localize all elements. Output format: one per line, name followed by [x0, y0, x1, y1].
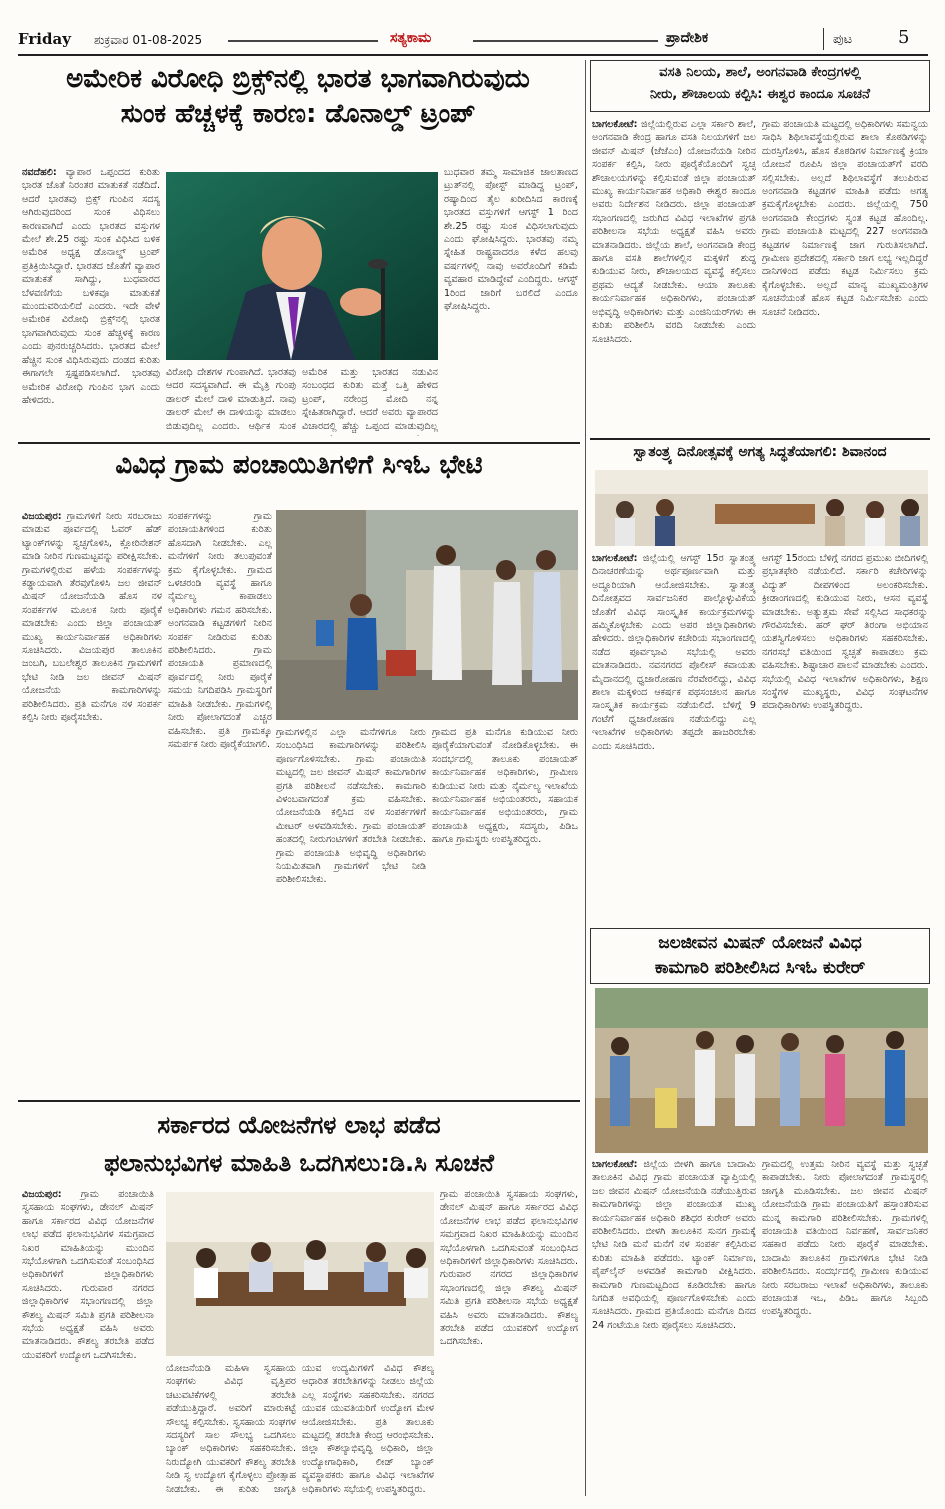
jjm-headline-line2: ಕಾಮಗಾರಿ ಪರಿಶೀಲಿಸಿದ ಸಿಇಓ ಕುರೇರ್ — [654, 958, 866, 978]
independence-top-rule — [590, 438, 930, 440]
weekday-english: Friday — [18, 30, 71, 48]
trump-photo — [166, 172, 438, 360]
dc-dateline: ವಿಜಯಪುರ: — [22, 1189, 62, 1200]
independence-article-col2 — [762, 552, 928, 914]
section-name: ಪ್ರಾದೇಶಿಕ — [666, 30, 709, 46]
dc-headline — [18, 1106, 580, 1182]
ceo-visit-photo-illustration — [276, 510, 578, 720]
independence-col1-text: ಜಿಲ್ಲೆಯಲ್ಲಿ ಆಗಸ್ಟ್ 15ರ ಸ್ವಾತಂತ್ರ್ಯ ದಿನಾಚರಣೆಯನ್ನು ಅರ್ಥಪೂರ್ಣವಾಗಿ ಮತ್ತು ಅದ್ದೂರಿಯಾಗಿ ಆಯೋಜಿಸಬೇಕು. ಸ್ವಾತಂತ್ರ್ಯ ದಿನೋತ್ಸವದ ಸಾರ್ವಜನಿಕರ ಪಾಲ್ಗೊಳ್ಳುವಿಕೆಯ ಜೊತೆಗೆ ವಿವಿಧ ಸಾಂಸ್ಕೃತಿಕ ಕಾರ್ಯಕ್ರಮಗಳನ್ನು ಹಮ್ಮಿಕೊಳ್ಳಬೇಕು ಎಂದು ಅಪರ ಜಿಲ್ಲಾಧಿಕಾರಿಗಳು ಹೇಳಿದರು. ಜಿಲ್ಲಾಧಿಕಾರಿಗಳ ಕಚೇರಿಯ ಸಭಾಂಗಣದಲ್ಲಿ ನಡೆದ ಪೂರ್ವಭಾವಿ ಸಭೆಯಲ್ಲಿ ಅವರು ಮಾತನಾಡಿದರು. ನವನಗರದ ಪೊಲೀಸ್ ಕವಾಯತು ಮೈದಾನದಲ್ಲಿ ಧ್ವಜಾರೋಹಣ ನೆರವೇರಲಿದ್ದು, ವಿವಿಧ ಶಾಲಾ ಮಕ್ಕಳಿಂದ ಆಕರ್ಷಕ ಪಥಸಂಚಲನ ಹಾಗೂ ಸಾಂಸ್ಕೃತಿಕ ಕಾರ್ಯಕ್ರಮ ನಡೆಯಲಿದೆ. ಬೆಳಿಗ್ಗೆ 9 ಗಂಟೆಗೆ ಧ್ವಜಾರೋಹಣ ನಡೆಯಲಿದ್ದು ಎಲ್ಲ ಇಲಾಖೆಗಳ ಅಧಿಕಾರಿಗಳು ತಪ್ಪದೇ ಹಾಜರಿರಬೇಕು ಎಂದು ಸೂಚಿಸಿದರು. — [592, 553, 756, 752]
dc-headline-line1: ಸರ್ಕಾರದ ಯೋಜನೆಗಳ ಲಾಭ ಪಡೆದ — [157, 1111, 441, 1139]
jjm-photo-illustration — [595, 988, 928, 1153]
water-article-col2 — [762, 118, 928, 434]
water-headline-line2: ನೀರು, ಶೌಚಾಲಯ ಕಲ್ಪಿಸಿ: ಈಶ್ವರ ಕಾಂದೂ ಸೂಚನೆ — [649, 87, 870, 102]
dc-headline-line2: ಫಲಾನುಭವಿಗಳ ಮಾಹಿತಿ ಒದಗಿಸಲು:ಡಿ.ಸಿ ಸೂಚನೆ — [104, 1149, 494, 1177]
dc-col3-text: ಯುವ ಉದ್ಯಮಿಗಳಿಗೆ ವಿವಿಧ ಕೌಶಲ್ಯ ಆಧಾರಿತ ತರಬೇತಿಗಳನ್ನು ನೀಡಲು ಜಿಲ್ಲೆಯ ಎಲ್ಲ ಸಂಸ್ಥೆಗಳು ಸಹಕರಿಸಬೇಕು. ನಗರದ ಯುವಕ ಯುವತಿಯರಿಗೆ ಉದ್ಯೋಗ ಮೇಳ ಆಯೋಜಿಸಬೇಕು. ಪ್ರತಿ ತಾಲೂಕು ಮಟ್ಟದಲ್ಲಿ ತರಬೇತಿ ಕೇಂದ್ರ ಆರಂಭಿಸಬೇಕು. ಜಿಲ್ಲಾ ಕೌಶಲ್ಯಾಭಿವೃದ್ಧಿ ಅಧಿಕಾರಿ, ಜಿಲ್ಲಾ ಉದ್ಯೋಗಾಧಿಕಾರಿ, ಲೀಡ್ ಬ್ಯಾಂಕ್ ವ್ಯವಸ್ಥಾಪಕರು ಹಾಗೂ ವಿವಿಧ ಇಲಾಖೆಗಳ ಅಧಿಕಾರಿಗಳು ಸಭೆಯಲ್ಲಿ ಉಪಸ್ಥಿತರಿದ್ದರು. — [302, 1363, 434, 1495]
masthead-rule-right — [473, 40, 658, 42]
dc-col2-text: ಯೋಜನೆಯಡಿ ಮಹಿಳಾ ಸ್ವಸಹಾಯ ಸಂಘಗಳು ವಿವಿಧ ವೃತ್ತಿಪರ ಚಟುವಟಿಕೆಗಳಲ್ಲಿ ತರಬೇತಿ ಪಡೆಯುತ್ತಿದ್ದಾರೆ. ಅವರಿಗೆ ಮಾರುಕಟ್ಟೆ ಸೌಲಭ್ಯ ಕಲ್ಪಿಸಬೇಕು. ಸ್ವಸಹಾಯ ಸಂಘಗಳ ಸದಸ್ಯರಿಗೆ ಸಾಲ ಸೌಲಭ್ಯ ಒದಗಿಸಲು ಬ್ಯಾಂಕ್ ಅಧಿಕಾರಿಗಳು ಸಹಕರಿಸಬೇಕು. ನಿರುದ್ಯೋಗಿ ಯುವಕರಿಗೆ ಕೌಶಲ್ಯ ತರಬೇತಿ ನೀಡಿ ಸ್ವ ಉದ್ಯೋಗ ಕೈಗೊಳ್ಳಲು ಪ್ರೋತ್ಸಾಹ ನೀಡಬೇಕು. ಈ ಕುರಿತು ಜಾಗೃತಿ — [166, 1363, 296, 1495]
dc-col1-text: ಗ್ರಾಮ ಪಂಚಾಯಿತಿ ಸ್ವಸಹಾಯ ಸಂಘಗಳು, ಡೇನಲ್ ಮಿಷನ್ ಹಾಗೂ ಸರ್ಕಾರದ ವಿವಿಧ ಯೋಜನೆಗಳ ಲಾಭ ಪಡೆದ ಫಲಾನುಭವಿಗಳ ಸಮಗ್ರವಾದ ನಿಖರ ಮಾಹಿತಿಯನ್ನು ಮುಂದಿನ ಸಭೆಯೊಳಗಾಗಿ ಒದಗಿಸುವಂತೆ ಸಂಬಂಧಿಸಿದ ಅಧಿಕಾರಿಗಳಿಗೆ ಜಿಲ್ಲಾಧಿಕಾರಿಗಳು ಸೂಚಿಸಿದರು. ಗುರುವಾರ ನಗರದ ಜಿಲ್ಲಾಧಿಕಾರಿಗಳ ಸಭಾಂಗಣದಲ್ಲಿ ಜಿಲ್ಲಾ ಕೌಶಲ್ಯ ಮಿಷನ್ ಸಮಿತಿ ಪ್ರಗತಿ ಪರಿಶೀಲನಾ ಸಭೆಯ ಅಧ್ಯಕ್ಷತೆ ವಹಿಸಿ ಅವರು ಮಾತನಾಡಿದರು. ಕೌಶಲ್ಯ ತರಬೇತಿ ಪಡೆದ ಯುವಕರಿಗೆ ಉದ್ಯೋಗ ಒದಗಿಸಬೇಕು. — [22, 1189, 154, 1361]
page-label: ಪುಟ — [833, 32, 853, 47]
trump-headline — [18, 62, 578, 132]
independence-headline: ಸ್ವಾತಂತ್ರ್ಯ ದಿನೋತ್ಸವಕ್ಕೆ ಅಗತ್ಯ ಸಿದ್ಧತೆಯಾಗಲಿ: ಶಿವಾನಂದ — [633, 444, 887, 460]
dc-article-top-rule — [18, 1100, 580, 1102]
trump-article-col2 — [166, 366, 296, 436]
independence-col2-text: ಆಗಸ್ಟ್ 15ರಂದು ಬೆಳಿಗ್ಗೆ ನಗರದ ಪ್ರಮುಖ ಬೀದಿಗಳಲ್ಲಿ ಪ್ರಭಾತಫೇರಿ ನಡೆಯಲಿದೆ. ಸರ್ಕಾರಿ ಕಚೇರಿಗಳನ್ನು ವಿದ್ಯುತ್ ದೀಪಗಳಿಂದ ಅಲಂಕರಿಸಬೇಕು. ಕ್ರೀಡಾಂಗಣದಲ್ಲಿ ಕುಡಿಯುವ ನೀರು, ಆಸನ ವ್ಯವಸ್ಥೆ ಮಾಡಬೇಕು. ಅತ್ಯುತ್ತಮ ಸೇವೆ ಸಲ್ಲಿಸಿದ ಸಾಧಕರನ್ನು ಗೌರವಿಸಬೇಕು. ಹರ್ ಘರ್ ತಿರಂಗಾ ಅಭಿಯಾನ ಯಶಸ್ವಿಗೊಳಿಸಲು ಅಧಿಕಾರಿಗಳು ಸಹಕರಿಸಬೇಕು. ನಗರಸಭೆ ವತಿಯಿಂದ ಸ್ವಚ್ಛತೆ ಕಾಪಾಡಲು ಕ್ರಮ ವಹಿಸಬೇಕು. ಶಿಷ್ಟಾಚಾರ ಪಾಲನೆ ಮಾಡಬೇಕು ಎಂದರು. ಸಭೆಯಲ್ಲಿ ವಿವಿಧ ಇಲಾಖೆಗಳ ಅಧಿಕಾರಿಗಳು, ಶಿಕ್ಷಣ ಸಂಸ್ಥೆಗಳ ಮುಖ್ಯಸ್ಥರು, ವಿವಿಧ ಸಂಘಟನೆಗಳ ಪದಾಧಿಕಾರಿಗಳು ಉಪಸ್ಥಿತರಿದ್ದರು. — [762, 553, 928, 712]
trump-col4-text: ಬುಧವಾರ ತಮ್ಮ ಸಾಮಾಜಿಕ ಜಾಲತಾಣದ ಟ್ರುತ್‌ನಲ್ಲಿ ಪೋಸ್ಟ್ ಮಾಡಿದ್ದ ಟ್ರಂಪ್, ರಷ್ಯಾದಿಂದ ತೈಲ ಖರೀದಿಸಿದ ಕಾರಣಕ್ಕೆ ಭಾರತದ ವಸ್ತುಗಳಿಗೆ ಆಗಸ್ಟ್ 1 ರಿಂದ ಶೇ.25 ರಷ್ಟು ಸುಂಕ ವಿಧಿಸಲಾಗುವುದು ಎಂದು ಘೋಷಿಸಿದ್ದರು. ಭಾರತವು ನಮ್ಮ ಸ್ನೇಹಿತ ರಾಷ್ಟ್ರವಾದರೂ ಕಳೆದ ಹಲವು ವರ್ಷಗಳಲ್ಲಿ ನಾವು ಅವರೊಂದಿಗೆ ಕಡಿಮೆ ವ್ಯವಹಾರ ಮಾಡಿದ್ದೇವೆ ಎಂದಿದ್ದರು. ಆಗಸ್ಟ್ 1ರಿಂದ ಜಾರಿಗೆ ಬರಲಿದೆ ಎಂದೂ ಘೋಷಿಸಿದ್ದರು. — [444, 167, 578, 313]
independence-dateline: ಬಾಗಲಕೋಟೆ: — [592, 553, 638, 564]
water-col2-text: ಗ್ರಾಮ ಪಂಚಾಯತಿ ಮಟ್ಟದಲ್ಲಿ ಅಧಿಕಾರಿಗಳು ಸಮನ್ವಯ ಸಾಧಿಸಿ ಶಿಥಿಲಾವಸ್ಥೆಯಲ್ಲಿರುವ ಶಾಲಾ ಕೊಠಡಿಗಳನ್ನು ದುರಸ್ತಿಗೊಳಿಸಿ, ಹೊಸ ಕೊಠಡಿಗಳ ನಿರ್ಮಾಣಕ್ಕೆ ಕ್ರಿಯಾ ಯೋಜನೆ ರೂಪಿಸಿ ಜಿಲ್ಲಾ ಪಂಚಾಯತ್‌ಗೆ ವರದಿ ಸಲ್ಲಿಸಬೇಕು. ಅಲ್ಲದೆ ಶಿಥಿಲಾವಸ್ಥೆಗೆ ತಲುಪಿರುವ ಅಂಗನವಾಡಿ ಕಟ್ಟಡಗಳ ಮಾಹಿತಿ ಪಡೆದು ಅಗತ್ಯ ಕ್ರಮಕೈಗೊಳ್ಳಬೇಕು ಎಂದರು. ಜಿಲ್ಲೆಯಲ್ಲಿ 750 ಅಂಗನವಾಡಿ ಕೇಂದ್ರಗಳು ಸ್ವಂತ ಕಟ್ಟಡ ಹೊಂದಿಲ್ಲ. ಗ್ರಾಮ ಪಂಚಾಯತಿ ಮಟ್ಟದಲ್ಲಿ 227 ಅಂಗನವಾಡಿ ಕಟ್ಟಡಗಳ ನಿರ್ಮಾಣಕ್ಕೆ ಜಾಗ ಗುರುತಿಸಲಾಗಿದೆ. ಗ್ರಾಮೀಣ ಪ್ರದೇಶದಲ್ಲಿ ಸರ್ಕಾರಿ ಜಾಗ ಲಭ್ಯ ಇಲ್ಲದಿದ್ದರೆ ದಾನಿಗಳಿಂದ ಪಡೆದು ಕಟ್ಟಡ ನಿರ್ಮಿಸಲು ಕ್ರಮ ಕೈಗೊಳ್ಳಬೇಕು. ಅಲ್ಲದೆ ಮಾನ್ಯ ಮುಖ್ಯಮಂತ್ರಿಗಳ ಸೂಚನೆಯಂತೆ ಹೊಸ ಕಟ್ಟಡ ನಿರ್ಮಿಸಬೇಕು ಎಂದು ಸೂಚನೆ ನೀಡಿದರು. — [762, 119, 928, 318]
water-article-col1 — [592, 118, 756, 434]
dc-article-col3a — [302, 1362, 434, 1496]
water-col1-text: ಜಿಲ್ಲೆಯಲ್ಲಿರುವ ಎಲ್ಲಾ ಸರ್ಕಾರಿ ಶಾಲೆ, ಅಂಗನವಾಡಿ ಕೇಂದ್ರ ಹಾಗೂ ವಸತಿ ನಿಲಯಗಳಿಗೆ ಜಲ ಜೀವನ್ ಮಿಷನ್ (ಜೆಜೆಎಂ) ಯೋಜನೆಯಡಿ ನೀರಿನ ಸಂಪರ್ಕ ಕಲ್ಪಿಸಿ, ನೀರು ಪೂರೈಕೆಯೊಂದಿಗೆ ಸ್ವಚ್ಛ ಶೌಚಾಲಯಗಳನ್ನು ಕಲ್ಪಿಸುವಂತೆ ಜಿಲ್ಲಾ ಪಂಚಾಯತ್ ಮುಖ್ಯ ಕಾರ್ಯನಿರ್ವಾಹಕ ಅಧಿಕಾರಿ ಈಶ್ವರ ಕಾಂದೂ ಅವರು ನಿರ್ದೇಶನ ನೀಡಿದರು. ಜಿಲ್ಲಾ ಪಂಚಾಯತ್ ಸಭಾಂಗಣದಲ್ಲಿ ಜರುಗಿದ ವಿವಿಧ ಇಲಾಖೆಗಳ ಪ್ರಗತಿ ಪರಿಶೀಲನಾ ಸಭೆಯ ಅಧ್ಯಕ್ಷತೆ ವಹಿಸಿ ಅವರು ಮಾತನಾಡಿದರು. ಜಿಲ್ಲೆಯ ಶಾಲೆ, ಅಂಗನವಾಡಿ ಕೇಂದ್ರ ಹಾಗೂ ವಸತಿ ಶಾಲೆಗಳಲ್ಲಿನ ಮಕ್ಕಳಿಗೆ ಶುದ್ಧ ಕುಡಿಯುವ ನೀರು, ಶೌಚಾಲಯದ ವ್ಯವಸ್ಥೆ ಕಲ್ಪಿಸಲು ಪ್ರಥಮ ಆದ್ಯತೆ ನೀಡಬೇಕು. ಆಯಾ ತಾಲೂಕು ಕಾರ್ಯನಿರ್ವಾಹಕ ಅಧಿಕಾರಿಗಳು, ಪಂಚಾಯತ್ ಅಭಿವೃದ್ಧಿ ಅಧಿಕಾರಿಗಳು ಮತ್ತು ಎಂಜಿನಿಯರ್‌ಗಳು ಈ ಕುರಿತು ಪರಿಶೀಲಿಸಿ ವರದಿ ನೀಡಬೇಕು ಎಂದು ಸೂಚಿಸಿದರು. — [592, 119, 756, 345]
ceo-visit-headline: ವಿವಿಧ ಗ್ರಾಮ ಪಂಚಾಯಿತಿಗಳಿಗೆ ಸಿಇಓ ಭೇಟಿ — [115, 450, 483, 480]
dc-photo-illustration — [166, 1192, 434, 1356]
independence-article-col1 — [592, 552, 756, 914]
jjm-headline — [592, 931, 928, 981]
meeting-photo — [595, 470, 928, 546]
issue-date: ಶುಕ್ರವಾರ 01-08-2025 — [94, 33, 203, 47]
water-dateline: ಬಾಗಲಕೋಟೆ: — [592, 119, 638, 130]
jjm-inspection-photo — [595, 988, 928, 1153]
ceo-visit-top-rule — [18, 442, 580, 444]
trump-col3-text: ಅಮೆರಿಕ ಮತ್ತು ಭಾರತದ ನಡುವಿನ ಸಂಬಂಧದ ಕುರಿತು ಮತ್ತೆ ಒತ್ತಿ ಹೇಳಿದ ಟ್ರಂಪ್, ನರೇಂದ್ರ ಮೋದಿ ನನ್ನ ಸ್ನೇಹಿತರಾಗಿದ್ದಾರೆ. ಆದರೆ ಅವರು ವ್ಯಾಪಾರದ ವಿಚಾರದಲ್ಲಿ ಹೆಚ್ಚು ಒಪ್ಪಂದ ಮಾಡುವುದಿಲ್ಲ — [302, 367, 438, 432]
trump-article-col4 — [444, 166, 578, 436]
meeting-photo-illustration — [595, 470, 928, 546]
trump-article-col1 — [22, 166, 160, 436]
jjm-article-col2 — [762, 1158, 928, 1496]
jjm-article-col1 — [592, 1158, 756, 1496]
ceo-visit-col2-text: ಸಂಪರ್ಕಗಳನ್ನು ಗ್ರಾಮ ಪಂಚಾಯತಿಗಳಿಂದ ಕುರಿತು ಹೊಸದಾಗಿ ನೀಡಬೇಕು. ಎಲ್ಲ ಮನೆಗಳಿಗೆ ನೀರು ತಲುಪುವಂತೆ ಕ್ರಮ ಕೈಗೊಳ್ಳಬೇಕು. ಗ್ರಾಮದ ಒಳಚರಂಡಿ ವ್ಯವಸ್ಥೆ ಹಾಗೂ ನೈರ್ಮಲ್ಯ ಕಾಪಾಡಲು ಅಧಿಕಾರಿಗಳು ಗಮನ ಹರಿಸಬೇಕು. ಅಂಗನವಾಡಿ ಕಟ್ಟಡಗಳಿಗೆ ನೀರಿನ ಸಂಪರ್ಕ ನೀಡಿರುವ ಕುರಿತು ಪರಿಶೀಲಿಸಿದರು. ಗ್ರಾಮ ಪಂಚಾಯತಿ ಪ್ರಮಾಣದಲ್ಲಿ ಪೂರ್ವದಲ್ಲಿ ನೀರು ಪೂರೈಕೆ ಸಮಯ ನಿಗದಿಪಡಿಸಿ ಗ್ರಾಮಸ್ಥರಿಗೆ ಮಾಹಿತಿ ನೀಡಬೇಕು. ಗ್ರಾಮಗಳಲ್ಲಿ ನೀರು ಪೋಲಾಗದಂತೆ ಎಚ್ಚರ ವಹಿಸಬೇಕು. ಪ್ರತಿ ಗ್ರಾಮಕ್ಕೂ ಸಮರ್ಪಕ ನೀರು ಪೂರೈಕೆಯಾಗಲಿ. — [168, 511, 272, 750]
ceo-visit-article-col1 — [22, 510, 162, 1096]
dc-col4-text: ಗ್ರಾಮ ಪಂಚಾಯಿತಿ ಸ್ವಸಹಾಯ ಸಂಘಗಳು, ಡೇನಲ್ ಮಿಷನ್ ಹಾಗೂ ಸರ್ಕಾರದ ವಿವಿಧ ಯೋಜನೆಗಳ ಲಾಭ ಪಡೆದ ಫಲಾನುಭವಿಗಳ ಸಮಗ್ರವಾದ ನಿಖರ ಮಾಹಿತಿಯನ್ನು ಮುಂದಿನ ಸಭೆಯೊಳಗಾಗಿ ಒದಗಿಸುವಂತೆ ಸಂಬಂಧಿಸಿದ ಅಧಿಕಾರಿಗಳಿಗೆ ಜಿಲ್ಲಾಧಿಕಾರಿಗಳು ಸೂಚಿಸಿದರು. ಗುರುವಾರ ನಗರದ ಜಿಲ್ಲಾಧಿಕಾರಿಗಳ ಸಭಾಂಗಣದಲ್ಲಿ ಜಿಲ್ಲಾ ಕೌಶಲ್ಯ ಮಿಷನ್ ಸಮಿತಿ ಪ್ರಗತಿ ಪರಿಶೀಲನಾ ಸಭೆಯ ಅಧ್ಯಕ್ಷತೆ ವಹಿಸಿ ಅವರು ಮಾತನಾಡಿದರು. ಕೌಶಲ್ಯ ತರಬೇತಿ ಪಡೆದ ಯುವಕರಿಗೆ ಉದ್ಯೋಗ ಒದಗಿಸಬೇಕು. — [440, 1189, 578, 1348]
masthead — [18, 6, 928, 56]
masthead-rule-left — [228, 40, 378, 42]
ceo-visit-col4-text: ಗ್ರಾಮದ ಪ್ರತಿ ಮನೆಗೂ ಕುಡಿಯುವ ನೀರು ಪೂರೈಕೆಯಾಗುವಂತೆ ನೋಡಿಕೊಳ್ಳಬೇಕು. ಈ ಸಂದರ್ಭದಲ್ಲಿ ತಾಲೂಕು ಪಂಚಾಯತ್ ಕಾರ್ಯನಿರ್ವಾಹಕ ಅಧಿಕಾರಿಗಳು, ಗ್ರಾಮೀಣ ಕುಡಿಯುವ ನೀರು ಮತ್ತು ನೈರ್ಮಲ್ಯ ಇಲಾಖೆಯ ಕಾರ್ಯನಿರ್ವಾಹಕ ಅಭಿಯಂತರರು, ಸಹಾಯಕ ಕಾರ್ಯನಿರ್ವಾಹಕ ಅಭಿಯಂತರರು, ಗ್ರಾಮ ಪಂಚಾಯತಿ ಅಧ್ಯಕ್ಷರು, ಸದಸ್ಯರು, ಪಿಡಿಒ ಹಾಗೂ ಗ್ರಾಮಸ್ಥರು ಉಪಸ್ಥಿತರಿದ್ದರು. — [432, 727, 578, 846]
masthead-separator — [823, 28, 824, 50]
trump-col2-text: ವಿರೋಧಿ ದೇಶಗಳ ಗುಂಪಾಗಿದೆ. ಭಾರತವು ಆದರ ಸದಸ್ಯವಾಗಿದೆ. ಈ ಮೈತ್ರಿ ಗುಂಪು ಡಾಲರ್ ಮೇಲೆ ದಾಳಿ ಮಾಡುತ್ತಿದೆ. ನಾವು ಡಾಲರ್ ಮೇಲೆ ಈ ದಾಳಿಯನ್ನು ಮಾಡಲು ಬಿಡುವುದಿಲ್ಲ ಎಂದರು. ಆರ್ಥಿಕ ಸುಂಕ — [166, 367, 296, 432]
column-divider-main — [585, 60, 586, 1496]
jjm-headline-line1: ಜಲಜೀವನ ಮಿಷನ್ ಯೋಜನೆ ವಿವಿಧ — [658, 933, 862, 953]
ceo-visit-article-col3 — [276, 726, 426, 1096]
ceo-visit-photo — [276, 510, 578, 720]
trump-article-col3 — [302, 366, 438, 436]
trump-dateline: ನವದೆಹಲಿ: — [22, 167, 57, 178]
jjm-dateline: ಬಾಗಲಕೋಟೆ: — [592, 1159, 638, 1170]
water-headline — [592, 62, 928, 106]
ceo-visit-dateline: ವಿಜಯಪುರ: — [22, 511, 62, 522]
page-number: 5 — [898, 27, 910, 48]
dc-meeting-photo — [166, 1192, 434, 1356]
trump-col1-text: ವ್ಯಾಪಾರ ಒಪ್ಪಂದದ ಕುರಿತು ಭಾರತ ಜೊತೆ ನಿರಂತರ ಮಾತುಕತೆ ನಡೆದಿದೆ. ಆದರೆ ಭಾರತವು ಬ್ರಿಕ್ಸ್ ಗುಂಪಿನ ಸದಸ್ಯ ಆಗಿರುವುದರಿಂದ ಸುಂಕ ವಿಧಿಸಲು ಕಾರಣವಾಗಿದೆ ಎಂದು ಭಾರತದ ವಸ್ತುಗಳ ಮೇಲೆ ಶೇ.25 ರಷ್ಟು ಸುಂಕ ವಿಧಿಸಿದ ಬಳಿಕ ಅಮೆರಿಕ ಅಧ್ಯಕ್ಷ ಡೊನಾಲ್ಡ್ ಟ್ರಂಪ್ ಪ್ರತಿಕ್ರಿಯಿಸಿದ್ದಾರೆ. ಭಾರತದ ಜೊತೆಗೆ ವ್ಯಾಪಾರ ಮಾತುಕತೆ ಸಾಗಿದ್ದು, ಬುಧವಾರದ ಬೆಳವಣಿಗೆಯ ಬಳಿಕವೂ ಮಾತುಕತೆ ಮುಂದುವರಿಯಲಿದೆ ಎಂದರು. ಇದೇ ವೇಳೆ ಅಮೇರಿಕ ವಿರೋಧಿ ಬ್ರಿಕ್ಸ್‌ನಲ್ಲಿ ಭಾರತ ಭಾಗವಾಗಿರುವುದು ಸುಂಕ ಹೆಚ್ಚಳಕ್ಕೆ ಕಾರಣ ಎಂದು ಪುನರುಚ್ಚರಿಸಿದರು. ಭಾರತದ ಮೇಲೆ ಹೆಚ್ಚಿನ ಸುಂಕ ವಿಧಿಸಿರುವುದು ದಂಡದ ಕುರಿತು ಈಗಾಗಲೇ ಸ್ಪಷ್ಟಪಡಿಸಲಾಗಿದೆ. ಭಾರತವು ಅಮೇರಿಕ ವಿರೋಧಿ ಗುಂಪಿನ ಭಾಗ ಎಂದು ಹೇಳಿದರು. — [22, 167, 160, 406]
water-headline-line1: ವಸತಿ ನಿಲಯ, ಶಾಲೆ, ಅಂಗನವಾಡಿ ಕೇಂದ್ರಗಳಲ್ಲಿ — [659, 65, 861, 80]
dc-article-col1 — [22, 1188, 154, 1496]
ceo-visit-article-col4 — [432, 726, 578, 1096]
ceo-visit-article-col2 — [168, 510, 272, 1096]
jjm-col2-text: ಗ್ರಾಮದಲ್ಲಿ ಉತ್ತಮ ನೀರಿನ ವ್ಯವಸ್ಥೆ ಮತ್ತು ಸ್ವಚ್ಛತೆ ಕಾಪಾಡಬೇಕು. ನೀರು ಪೋಲಾಗದಂತೆ ಗ್ರಾಮಸ್ಥರಲ್ಲಿ ಜಾಗೃತಿ ಮೂಡಿಸಬೇಕು. ಜಲ ಜೀವನ ಮಿಷನ್ ಯೋಜನೆಯಡಿ ಗ್ರಾಮ ಪಂಚಾಯತಿಗೆ ಹಸ್ತಾಂತರಿಸುವ ಮುನ್ನ ಕಾಮಗಾರಿ ಪರಿಶೀಲಿಸಬೇಕು. ಗ್ರಾಮಗಳಲ್ಲಿ ಪಂಚಾಯತಿ ವತಿಯಿಂದ ನಿರ್ವಹಣೆ, ಸಾರ್ವಜನಿಕರ ಸಹಕಾರ ಪಡೆದು ನೀರು ಪೂರೈಕೆ ಮಾಡಬೇಕು. ಬಾದಾಮಿ ತಾಲೂಕಿನ ಗ್ರಾಮಗಳಿಗೂ ಭೇಟಿ ನೀಡಿ ಪರಿಶೀಲಿಸಿದರು. ಸಂದರ್ಭದಲ್ಲಿ ಗ್ರಾಮೀಣ ಕುಡಿಯುವ ನೀರು ಸರಬರಾಜು ಇಲಾಖೆ ಅಧಿಕಾರಿಗಳು, ತಾಲೂಕು ಪಂಚಾಯತ ಇಒ, ಪಿಡಿಒ ಹಾಗೂ ಸಿಬ್ಬಂದಿ ಉಪಸ್ಥಿತರಿದ್ದರು. — [762, 1159, 928, 1318]
jjm-col1-text: ಜಿಲ್ಲೆಯ ಬೀಳಗಿ ಹಾಗೂ ಬಾದಾಮಿ ತಾಲೂಕಿನ ವಿವಿಧ ಗ್ರಾಮ ಪಂಚಾಯತ ವ್ಯಾಪ್ತಿಯಲ್ಲಿ ಜಲ ಜೀವನ ಮಿಷನ್ ಯೋಜನೆಯಡಿ ನಡೆಯುತ್ತಿರುವ ಕಾಮಗಾರಿಗಳನ್ನು ಜಿಲ್ಲಾ ಪಂಚಾಯತ ಮುಖ್ಯ ಕಾರ್ಯನಿರ್ವಾಹಕ ಅಧಿಕಾರಿ ಶಶಿಧರ ಕುರೇರ್ ಅವರು ಪರಿಶೀಲಿಸಿದರು. ಬೀಳಗಿ ತಾಲೂಕಿನ ಸುನಗ ಗ್ರಾಮಕ್ಕೆ ಭೇಟಿ ನೀಡಿ ಮನೆ ಮನೆಗೆ ನಳ ಸಂಪರ್ಕ ಕಲ್ಪಿಸಿರುವ ಕುರಿತು ಮಾಹಿತಿ ಪಡೆದರು. ಟ್ಯಾಂಕ್ ನಿರ್ಮಾಣ, ಪೈಪ್‌ಲೈನ್ ಅಳವಡಿಕೆ ಕಾಮಗಾರಿ ವೀಕ್ಷಿಸಿದರು. ಕಾಮಗಾರಿ ಗುಣಮಟ್ಟದಿಂದ ಕೂಡಿರಬೇಕು ಹಾಗೂ ನಿಗದಿತ ಅವಧಿಯಲ್ಲಿ ಪೂರ್ಣಗೊಳಿಸಬೇಕು ಎಂದು ಸೂಚಿಸಿದರು. ಗ್ರಾಮದ ಪ್ರತಿಯೊಂದು ಮನೆಗೂ ದಿನದ 24 ಗಂಟೆಯೂ ನೀರು ಪೂರೈಸಲು ಸೂಚಿಸಿದರು. — [592, 1159, 756, 1331]
ceo-visit-col1-text: ಗ್ರಾಮಗಳಿಗೆ ನೀರು ಸರಬರಾಜು ಮಾಡುವ ಪೂರ್ವದಲ್ಲಿ ಓವರ್ ಹೆಡ್ ಟ್ಯಾಂಕ್‌ಗಳನ್ನು ಸ್ವಚ್ಛಗೊಳಿಸಿ, ಕ್ಲೋರಿನೇಶನ್ ಮಾಡಿ ನೀರಿನ ಗುಣಮಟ್ಟವನ್ನು ಪರೀಕ್ಷಿಸಬೇಕು. ಗ್ರಾಮಗಳಲ್ಲಿರುವ ಹಳೆಯ ಸಂಪರ್ಕಗಳನ್ನು ಕಡ್ಡಾಯವಾಗಿ ತೆರವುಗೊಳಿಸಿ ಜಲ ಜೀವನ್ ಮಿಷನ್ ಯೋಜನೆಯಡಿ ಹೊಸ ನಳ ಸಂಪರ್ಕಗಳ ಮೂಲಕ ನೀರು ಪೂರೈಕೆ ಮಾಡಬೇಕು ಎಂದು ಜಿಲ್ಲಾ ಪಂಚಾಯತ್ ಮುಖ್ಯ ಕಾರ್ಯನಿರ್ವಾಹಕ ಅಧಿಕಾರಿಗಳು ಸೂಚಿಸಿದರು. ವಿಜಯಪುರ ತಾಲೂಕಿನ ಜಂಬಗಿ, ಬಬಲೇಶ್ವರ ತಾಲೂಕಿನ ಗ್ರಾಮಗಳಿಗೆ ಭೇಟಿ ನೀಡಿ ಜಲ ಜೀವನ್ ಮಿಷನ್ ಯೋಜನೆಯ ಕಾಮಗಾರಿಗಳನ್ನು ಪರಿಶೀಲಿಸಿದರು. ಪ್ರತಿ ಮನೆಗೂ ನಳ ಸಂಪರ್ಕ ಕಲ್ಪಿಸಿ ನೀರು ಪೂರೈಸಬೇಕು. — [22, 511, 162, 724]
dc-article-col2 — [166, 1362, 296, 1496]
ceo-visit-col3-text: ಗ್ರಾಮಗಳಲ್ಲಿನ ಎಲ್ಲಾ ಮನೆಗಳಿಗೂ ನೀರು ಸಂಬಂಧಿಸಿದ ಕಾಮಗಾರಿಗಳನ್ನು ಪರಿಶೀಲಿಸಿ ಪೂರ್ಣಗೊಳಿಸಬೇಕು. ಗ್ರಾಮ ಪಂಚಾಯಿತಿ ಮಟ್ಟದಲ್ಲಿ ಜಲ ಜೀವನ್ ಮಿಷನ್ ಕಾಮಗಾರಿಗಳ ಪ್ರಗತಿ ಪರಿಶೀಲನೆ ನಡೆಸಬೇಕು. ಕಾಮಗಾರಿ ವಿಳಂಬವಾಗದಂತೆ ಕ್ರಮ ವಹಿಸಬೇಕು. ಯೋಜನೆಯಡಿ ಕಲ್ಪಿಸಿದ ನಳ ಸಂಪರ್ಕಗಳಿಗೆ ಮೀಟರ್ ಅಳವಡಿಸಬೇಕು. ಗ್ರಾಮ ಪಂಚಾಯತ್ ಹಂತದಲ್ಲಿ ನೀರುಗಂಟಿಗಳಿಗೆ ತರಬೇತಿ ನೀಡಬೇಕು. ಗ್ರಾಮ ಪಂಚಾಯತಿ ಅಭಿವೃದ್ಧಿ ಅಧಿಕಾರಿಗಳು ನಿಯಮಿತವಾಗಿ ಗ್ರಾಮಗಳಿಗೆ ಭೇಟಿ ನೀಡಿ ಪರಿಶೀಲಿಸಬೇಕು. — [276, 727, 426, 886]
newspaper-name: ಸತ್ಯಕಾಮ — [390, 30, 432, 46]
trump-photo-illustration — [166, 172, 438, 360]
dc-article-col4 — [440, 1188, 578, 1496]
trump-headline-line1: ಅಮೇರಿಕ ವಿರೋಧಿ ಬ್ರಿಕ್ಸ್‌ನಲ್ಲಿ ಭಾರತ ಭಾಗವಾಗಿರುವುದು — [66, 64, 530, 94]
trump-headline-line2: ಸುಂಕ ಹೆಚ್ಚಳಕ್ಕೆ ಕಾರಣ: ಡೊನಾಲ್ಡ್ ಟ್ರಂಪ್ — [120, 99, 476, 130]
